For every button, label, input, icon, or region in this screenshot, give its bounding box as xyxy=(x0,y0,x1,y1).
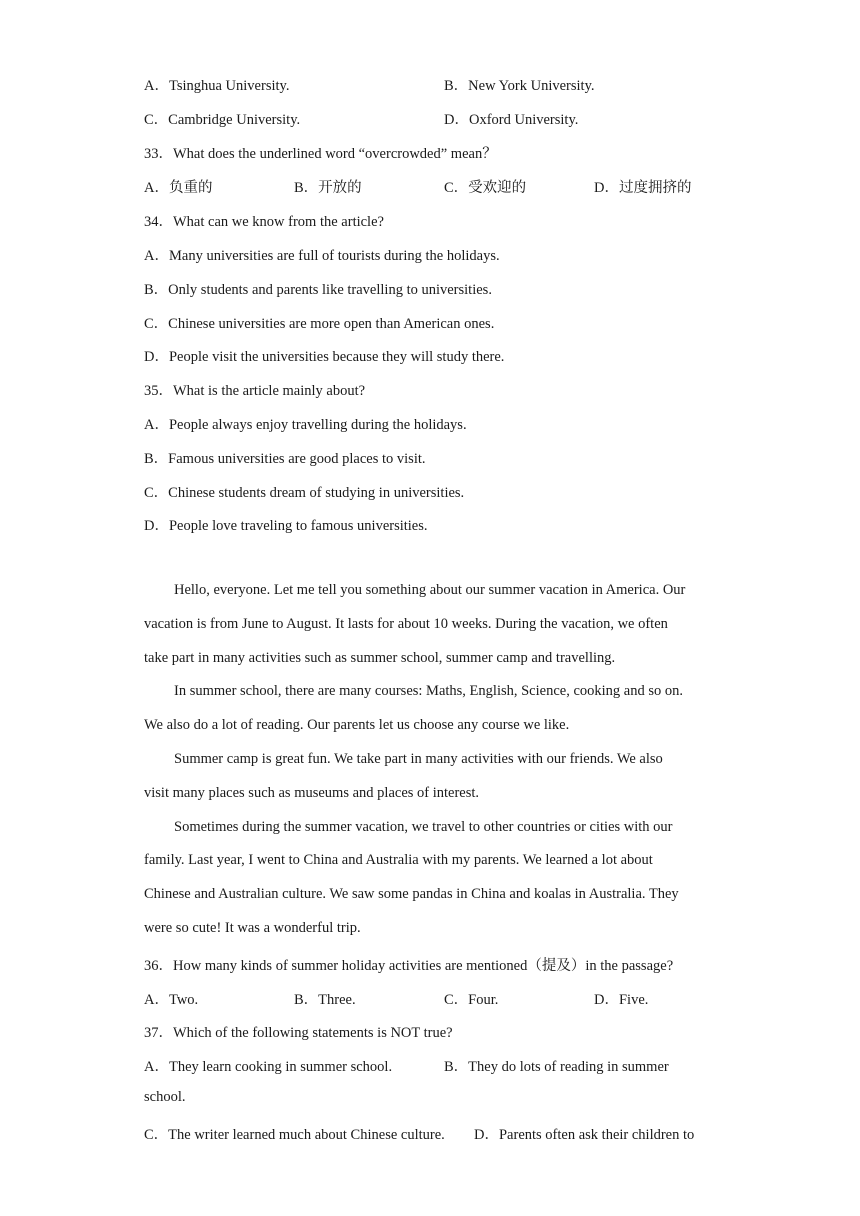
q36-question xyxy=(144,954,673,975)
option-letter: C． xyxy=(144,485,169,501)
option-text: They learn cooking in summer school. xyxy=(168,1059,393,1075)
option-letter: A． xyxy=(144,78,169,94)
option-letter: D． xyxy=(144,349,169,365)
passage-p4-line1: Sometimes during the summer vacation, we travel to other countries or cities with our xyxy=(174,819,673,835)
option-letter: C． xyxy=(444,180,469,196)
option-letter: D． xyxy=(594,180,619,196)
option-text: New York University. xyxy=(468,78,595,94)
question-text: Which of the following statements is NOT true? xyxy=(173,1025,453,1041)
option-text: Oxford University. xyxy=(468,112,579,128)
q36-option-a xyxy=(144,988,198,1009)
option-text: Three. xyxy=(318,992,356,1008)
option-letter: B． xyxy=(444,1059,469,1075)
q35-option-b xyxy=(144,447,426,468)
option-letter: C． xyxy=(444,992,469,1008)
passage-p3-line1: Summer camp is great fun. We take part in many activities with our friends. We also xyxy=(174,751,663,767)
option-text: 负重的 xyxy=(168,180,213,196)
option-letter: D． xyxy=(444,112,469,128)
option-letter: D． xyxy=(144,518,169,534)
q33-question xyxy=(144,142,497,163)
option-letter: B． xyxy=(144,282,169,298)
q34-option-d xyxy=(144,345,504,366)
question-number: 33． xyxy=(144,146,173,162)
option-text: 受欢迎的 xyxy=(468,180,527,196)
option-letter: D． xyxy=(594,992,619,1008)
option-letter: D． xyxy=(474,1127,499,1143)
option-text: People always enjoy travelling during the holidays. xyxy=(168,417,467,433)
q32-option-a xyxy=(144,74,289,95)
question-text: What does the underlined word “overcrowded” mean？ xyxy=(173,146,497,162)
option-letter: C． xyxy=(144,112,169,128)
option-text: Famous universities are good places to visit. xyxy=(168,451,426,467)
q37-option-b xyxy=(444,1055,669,1076)
option-text: Chinese universities are more open than American ones. xyxy=(168,316,495,332)
q36-option-c xyxy=(444,988,498,1009)
passage-p4-line3: Chinese and Australian culture. We saw some pandas in China and koalas in Australia. They xyxy=(144,886,679,902)
option-text: Four. xyxy=(468,992,499,1008)
q33-option-d xyxy=(594,176,691,197)
q33-option-a xyxy=(144,176,212,197)
option-text: People love traveling to famous universities. xyxy=(168,518,428,534)
option-letter: C． xyxy=(144,1127,169,1143)
option-text: Chinese students dream of studying in universities. xyxy=(168,485,465,501)
option-text: The writer learned much about Chinese culture. xyxy=(168,1127,445,1143)
passage-p2-line1: In summer school, there are many courses: Maths, English, Science, cooking and so on. xyxy=(174,683,683,699)
question-text: What can we know from the article? xyxy=(173,214,384,230)
q33-option-c xyxy=(444,176,526,197)
passage-p2-line2: We also do a lot of reading. Our parents let us choose any course we like. xyxy=(144,717,570,733)
option-text: Five. xyxy=(618,992,649,1008)
option-text: 开放的 xyxy=(318,180,362,196)
option-letter: B． xyxy=(294,180,319,196)
q37-question xyxy=(144,1021,453,1042)
q35-option-a xyxy=(144,413,467,434)
q34-option-b xyxy=(144,278,492,299)
q36-option-d xyxy=(594,988,648,1009)
passage-p4-line2: family. Last year, I went to China and Australia with my parents. We learned a lot about xyxy=(144,852,653,868)
option-text: Only students and parents like travelling to universities. xyxy=(168,282,492,298)
q36-option-b xyxy=(294,988,356,1009)
q32-option-d xyxy=(444,108,578,129)
passage-p4-line4: were so cute! It was a wonderful trip. xyxy=(144,920,361,936)
option-letter: A． xyxy=(144,417,169,433)
q35-question xyxy=(144,379,365,400)
question-number: 35． xyxy=(144,383,173,399)
option-letter: A． xyxy=(144,992,169,1008)
q37-option-c xyxy=(144,1123,445,1144)
option-letter: B． xyxy=(444,78,469,94)
option-text: Tsinghua University. xyxy=(168,78,290,94)
passage-p1-line3: take part in many activities such as summer school, summer camp and travelling. xyxy=(144,650,616,666)
option-text: Parents often ask their children to xyxy=(498,1127,695,1143)
passage-p1-line2: vacation is from June to August. It lasts for about 10 weeks. During the vacation, we often xyxy=(144,616,668,632)
passage-p3-line2: visit many places such as museums and places of interest. xyxy=(144,785,480,801)
option-text: 过度拥挤的 xyxy=(618,180,692,196)
q34-question xyxy=(144,210,384,231)
q35-option-d xyxy=(144,514,428,535)
question-number: 36． xyxy=(144,958,173,974)
option-text: Cambridge University. xyxy=(168,112,301,128)
question-number: 37． xyxy=(144,1025,173,1041)
q35-option-c xyxy=(144,481,464,502)
q32-option-b xyxy=(444,74,595,95)
q37-option-a xyxy=(144,1055,392,1076)
passage-p1-line1: Hello, everyone. Let me tell you something about our summer vacation in America. Our xyxy=(174,582,686,598)
option-text: Two. xyxy=(168,992,199,1008)
q37-option-b-continuation: school. xyxy=(144,1089,186,1105)
q33-option-b xyxy=(294,176,362,197)
question-number: 34． xyxy=(144,214,173,230)
option-letter: B． xyxy=(294,992,319,1008)
option-letter: A． xyxy=(144,180,169,196)
option-letter: A． xyxy=(144,1059,169,1075)
q32-option-c xyxy=(144,108,300,129)
option-letter: C． xyxy=(144,316,169,332)
option-text: Many universities are full of tourists during the holidays. xyxy=(168,248,500,264)
q34-option-c xyxy=(144,312,494,333)
q34-option-a xyxy=(144,244,500,265)
option-text: They do lots of reading in summer xyxy=(468,1059,669,1075)
option-letter: B． xyxy=(144,451,169,467)
option-letter: A． xyxy=(144,248,169,264)
question-text: What is the article mainly about? xyxy=(173,383,366,399)
option-text: People visit the universities because they will study there. xyxy=(168,349,505,365)
question-text: How many kinds of summer holiday activities are mentioned（提及）in the passage? xyxy=(173,958,674,974)
q37-option-d xyxy=(474,1123,694,1144)
